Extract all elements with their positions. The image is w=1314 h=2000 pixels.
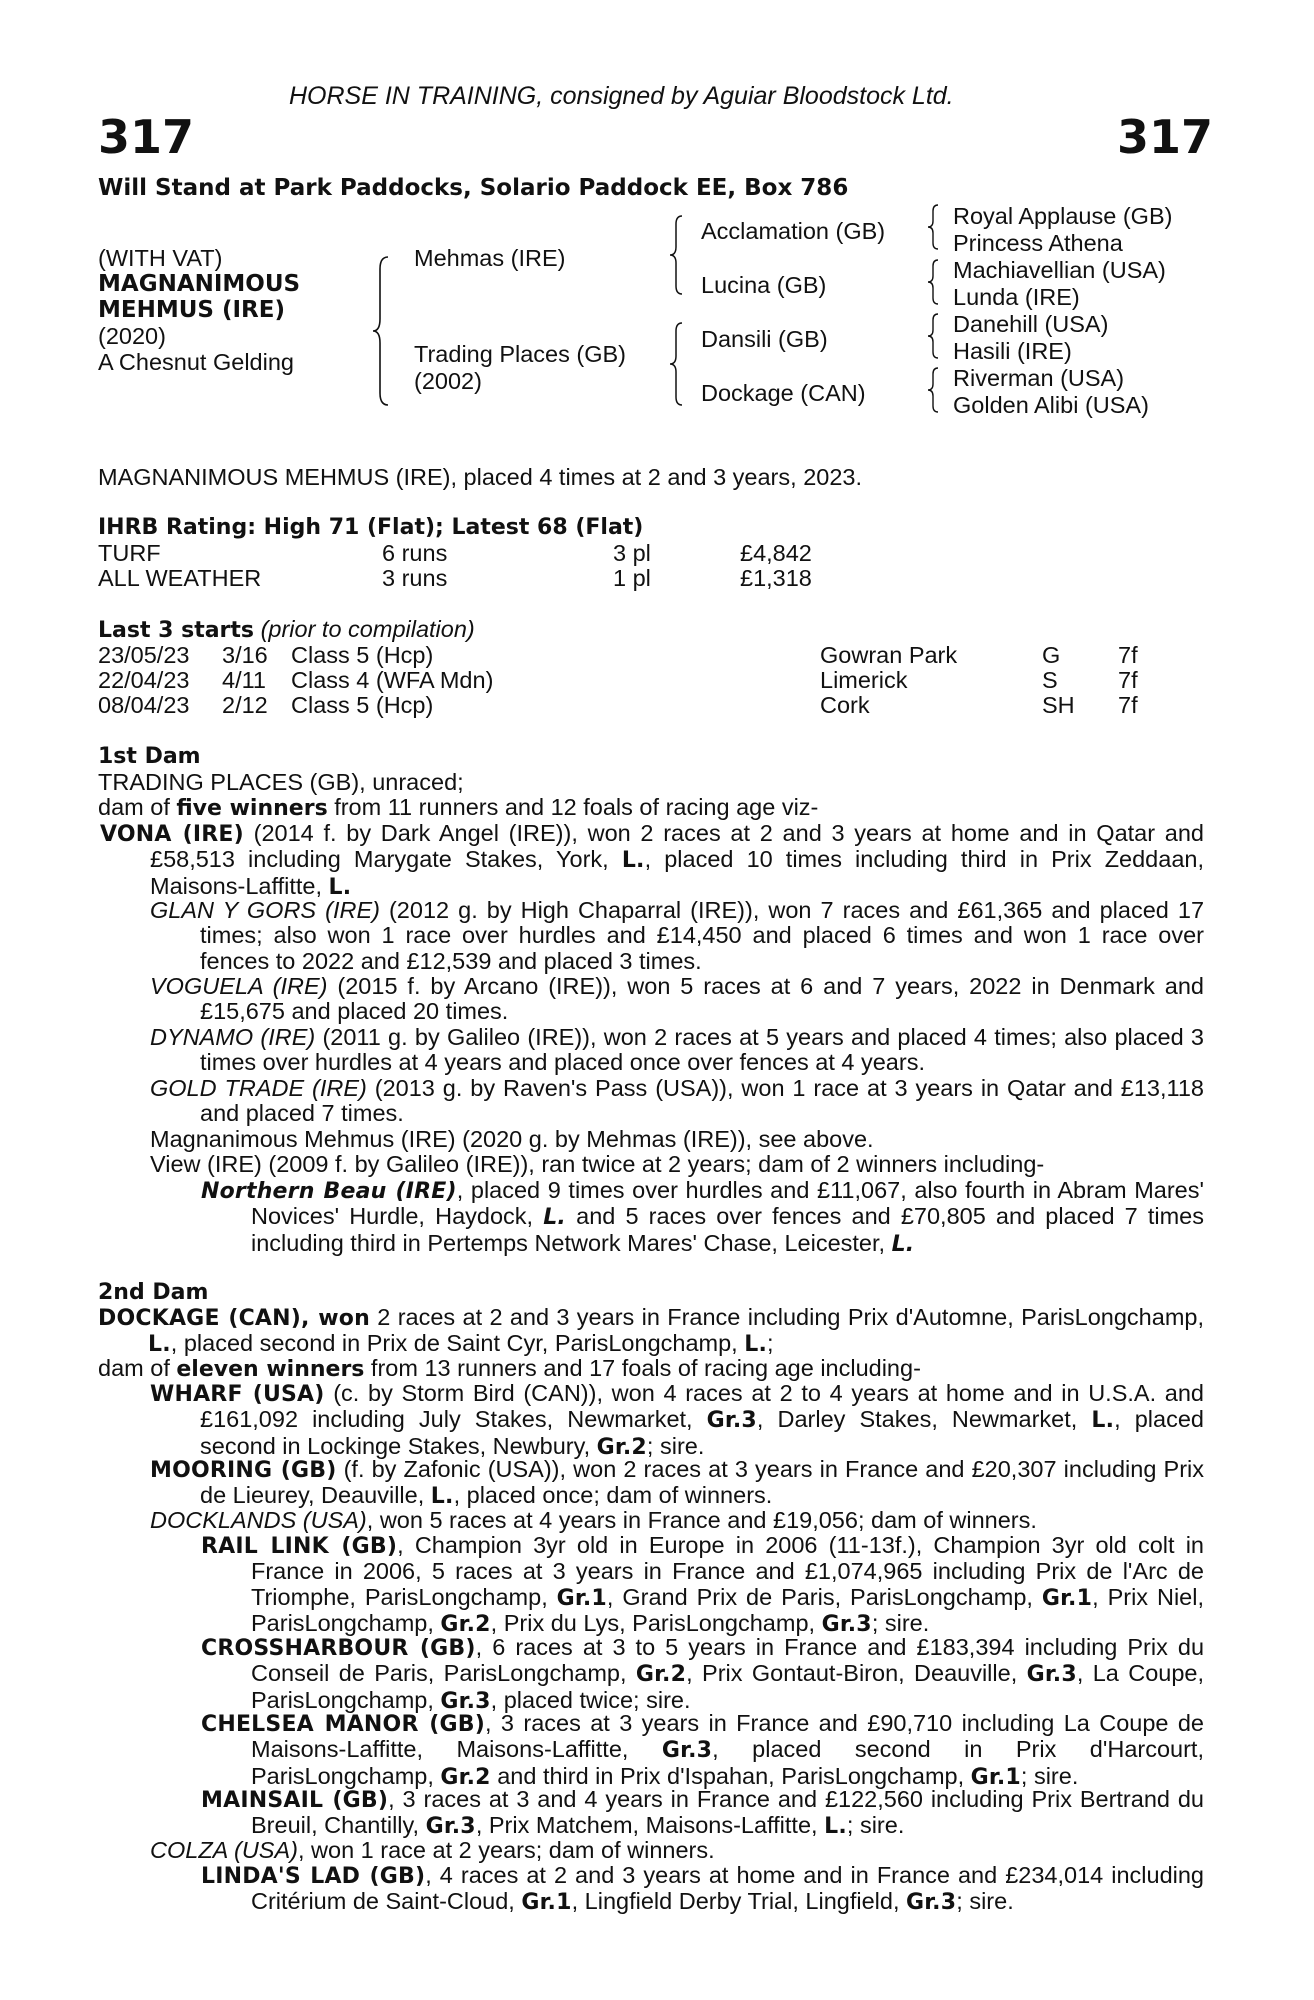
start-1-date: 22/04/23 [98,667,190,693]
mainsail-text: , 3 races at 3 and 4 years in France and £122,560 including Prix Bertrand du Breuil, Chantilly, [251,1786,1204,1839]
starts-heading [98,617,475,644]
voguela-name: VOGUELA (IRE) [150,973,328,999]
dockage-listed-2: L. [744,1332,768,1358]
start-1-dist: 7f [1118,667,1138,693]
wharf-text2: , Darley Stakes, Newmarket, [756,1406,1092,1433]
start-2-pos: 2/12 [222,692,268,718]
dockage-end: ; [767,1330,774,1357]
pedigree-brace-main [370,255,394,407]
start-0-pos: 3/16 [222,642,268,668]
chelsea-manor-text: , 3 races at 3 years in France and £90,710 including La Coupe de Maisons-Laffitte, Maisons-Laffitte, [251,1710,1204,1763]
dam1-produce-voguela [150,973,1205,1025]
wharf-gr3: Gr.3 [706,1408,757,1434]
dam1-grandproduce-northern-beau [201,1177,1205,1257]
lindas-lad-text: , 4 races at 2 and 3 years at home and in France and £234,014 including Critérium de Saint-Cloud, [251,1862,1205,1915]
pedigree-sss: Royal Applause (GB) [953,203,1173,229]
pedigree-sire: Mehmas (IRE) [414,245,566,271]
dam2-line2 [98,1356,921,1383]
chelsea-manor-gr1: Gr.1 [970,1764,1021,1790]
pedigree-brace-ds [925,312,943,360]
pedigree-dam-dam: Dockage (CAN) [701,380,866,406]
lindas-lad-gr3: Gr.3 [906,1890,957,1916]
lindas-lad-text3: ; sire. [956,1888,1014,1915]
dam1-line2-c: from 11 runners and 12 foals of racing age viz- [327,794,819,820]
northern-beau-listed-2: L. [891,1231,915,1257]
pedigree-dam: Trading Places (GB) [414,341,627,367]
lindas-lad-text2: , Lingfield Derby Trial, Lingfield, [571,1888,907,1915]
dam1-winners-count: five winners [176,796,328,821]
horse-description: A Chesnut Gelding [98,349,294,375]
rail-link-text3: , Prix Niel, ParisLongchamp, [251,1583,1204,1637]
dam2-grandproduce-lindas-lad [201,1862,1205,1916]
wharf-text: (c. by Storm Bird (CAN)), won 4 races at 2 to 4 years at home and in U.S.A. and £161,092 including July Stakes, Newmarket, [200,1380,1204,1433]
dam2-dockage [98,1304,1204,1358]
rating-turf-runs: 6 runs [382,540,448,566]
mainsail-listed: L. [824,1814,847,1840]
start-0-course: Gowran Park [820,642,958,668]
page-title: HORSE IN TRAINING, consigned by Aguiar Bloodstock Ltd. [289,82,954,110]
dam1-produce-magnanimous: Magnanimous Mehmus (IRE) (2020 g. by Mehmas (IRE)), see above. [150,1126,874,1152]
lot-number-right: 317 [1117,110,1214,164]
rail-link-gr2: Gr.2 [440,1612,491,1638]
rating-turf-placed: 3 pl [613,540,651,566]
wharf-listed: L. [1091,1408,1115,1434]
rating-turf-surface: TURF [98,540,161,566]
vona-text: (2014 f. by Dark Angel (IRE)), won 2 races at 2 and 3 years at home and in Qatar and £58,513 including Marygate Stakes, York, [150,820,1204,873]
mooring-name: MOORING (GB) [150,1458,337,1483]
horse-year: (2020) [98,323,166,349]
dockage-text2: , placed second in Prix de Saint Cyr, ParisLongchamp, [170,1330,745,1357]
vona-listed-1: L. [621,848,645,874]
pedigree-dam-sire: Dansili (GB) [701,326,828,352]
lindas-lad-name: LINDA'S LAD (GB) [201,1864,426,1889]
rating-aw-prize: £1,318 [740,565,812,591]
start-0-going: G [1042,642,1061,668]
crossharbour-gr3-a: Gr.3 [1026,1662,1077,1688]
crossharbour-text3: , La Coupe, ParisLongchamp, [251,1660,1204,1713]
dam2-produce-wharf [150,1380,1204,1460]
mooring-listed: L. [430,1484,454,1510]
dam2-grandproduce-rail-link [201,1532,1204,1638]
start-2-course: Cork [820,692,870,718]
pedigree-sire-sire: Acclamation (GB) [701,218,886,244]
crossharbour-name: CROSSHARBOUR (GB) [201,1636,476,1661]
dam2-winners-count: eleven winners [176,1357,365,1382]
rail-link-gr1-b: Gr.1 [1041,1585,1093,1611]
vat-note: (WITH VAT) [98,245,223,271]
starts-note: (prior to compilation) [260,616,475,642]
pedigree-dds: Riverman (USA) [953,365,1125,391]
crossharbour-text4: , placed twice; sire. [490,1686,691,1713]
start-0-dist: 7f [1118,642,1138,668]
pedigree-brace-ss [925,203,943,251]
stand-location: Will Stand at Park Paddocks, Solario Paddock EE, Box 786 [98,175,849,201]
rail-link-text5: ; sire. [871,1610,930,1637]
mooring-text2: , placed once; dam of winners. [453,1482,773,1509]
vona-name: VONA (IRE) [100,822,244,847]
mooring-text: (f. by Zafonic (USA)), won 2 races at 3 years in France and £20,307 including Prix de Lieurey, Deauville, [200,1456,1205,1509]
starts-title: Last 3 starts [98,618,255,643]
pedigree-brace-sd [925,258,943,306]
dynamo-name: DYNAMO (IRE) [150,1024,316,1050]
rating-title: IHRB Rating: High 71 (Flat); Latest 68 (Flat) [98,515,644,540]
pedigree-brace-sire [667,214,687,296]
crossharbour-gr2: Gr.2 [635,1662,687,1688]
wharf-name: WHARF (USA) [150,1382,325,1407]
dockage-text: 2 races at 2 and 3 years in France including Prix d'Automne, ParisLongchamp, [369,1304,1204,1330]
chelsea-manor-name: CHELSEA MANOR (GB) [201,1712,486,1737]
wharf-gr2: Gr.2 [596,1434,647,1460]
rail-link-gr3: Gr.3 [821,1612,872,1638]
northern-beau-text: , placed 9 times over hurdles and £11,067, also fourth in Abram Mares' Novices' Hurdle, Haydock, [251,1177,1204,1230]
dynamo-text: (2011 g. by Galileo (IRE)), won 2 races at 5 years and placed 4 times; also placed 3 times over hurdles at 4 years and placed once over fences at 4 years. [200,1024,1205,1076]
dam2-grandproduce-chelsea-manor [201,1710,1204,1790]
wharf-text3: , placed second in Lockinge Stakes, Newbury, [200,1406,1204,1459]
dockage-listed-1: L. [148,1332,171,1358]
dam2-grandproduce-crossharbour [201,1634,1205,1714]
dam2-line2-c: from 13 runners and 17 foals of racing age including- [364,1355,921,1381]
mainsail-text2: , Prix Matchem, Maisons-Laffitte, [475,1812,825,1839]
glan-text: (2012 g. by High Chaparral (IRE)), won 7 races and £61,365 and placed 17 times; also won 1 race over hurdles and £14,450 and placed 6 times and won 1 race over fences to 2022 and £12,539 and placed 3 times. [200,897,1205,974]
dam1-line2 [98,795,818,822]
horse-name-line2: MEHMUS (IRE) [98,297,285,323]
chelsea-manor-text4: ; sire. [1020,1762,1079,1789]
start-2-date: 08/04/23 [98,692,190,718]
dockage-won: , won [301,1306,370,1331]
vona-text2: , placed 10 times including third in Prix Zeddaan, Maisons-Laffitte, [150,846,1204,899]
pedigree-ssd: Princess Athena [953,230,1123,256]
rating-aw-placed: 1 pl [613,565,651,591]
horse-name-line1: MAGNANIMOUS [98,271,301,297]
rail-link-gr1-a: Gr.1 [556,1585,607,1611]
dam1-produce-view: View (IRE) (2009 f. by Galileo (IRE)), ran twice at 2 years; dam of 2 winners including- [150,1151,1045,1177]
mainsail-name: MAINSAIL (GB) [201,1788,389,1813]
start-0-class: Class 5 (Hcp) [291,642,434,668]
dam2-produce-colza [150,1838,715,1864]
dockage-name: DOCKAGE (CAN) [98,1306,302,1331]
crossharbour-text2: , Prix Gontaut-Biron, Deauville, [686,1660,1027,1687]
start-1-course: Limerick [820,667,908,693]
dam1-heading: 1st Dam [98,744,201,769]
dam2-grandproduce-mainsail [201,1786,1204,1840]
dam1-line2-a: dam of [98,794,177,820]
pedigree-dam-year: (2002) [414,368,482,394]
northern-beau-text2: and 5 races over fences and £70,805 and placed 7 times including third in Pertemps Network Mares' Chase, Leicester, [251,1203,1205,1256]
colza-name: COLZA (USA) [150,1837,298,1863]
pedigree-sire-dam: Lucina (GB) [701,272,827,298]
glan-name: GLAN Y GORS (IRE) [150,897,380,923]
dam2-produce-docklands [150,1508,1037,1534]
dam1-produce-dynamo [150,1024,1205,1076]
start-2-class: Class 5 (Hcp) [291,692,434,718]
mainsail-text3: ; sire. [846,1812,905,1839]
dam2-heading: 2nd Dam [98,1280,209,1305]
northern-beau-listed-1: L. [543,1205,566,1231]
pedigree-dsd: Hasili (IRE) [953,338,1072,364]
start-1-class: Class 4 (WFA Mdn) [291,667,494,693]
start-0-date: 23/05/23 [98,642,190,668]
rating-aw-runs: 3 runs [382,565,448,591]
crossharbour-text: , 6 races at 3 to 5 years in France and £183,394 including Prix du Conseil de Paris, ParisLongchamp, [251,1634,1205,1687]
dam1-produce-gold-trade [150,1075,1204,1127]
docklands-text: , won 5 races at 4 years in France and £19,056; dam of winners. [366,1507,1037,1533]
lot-number-left: 317 [98,110,195,164]
vona-listed-2: L. [328,874,352,900]
voguela-text: (2015 f. by Arcano (IRE)), won 5 races at 6 and 7 years, 2022 in Denmark and £15,675 and placed 20 times. [200,973,1205,1025]
dam1-line1: TRADING PLACES (GB), unraced; [98,769,464,795]
pedigree-sds: Machiavellian (USA) [953,257,1166,283]
start-1-pos: 4/11 [222,667,266,693]
rail-link-text2: , Grand Prix de Paris, ParisLongchamp, [606,1583,1042,1610]
lindas-lad-gr1: Gr.1 [521,1890,572,1916]
pedigree-dss: Danehill (USA) [953,311,1109,337]
chelsea-manor-text2: , placed second in Prix d'Harcourt, ParisLongchamp, [251,1736,1204,1789]
northern-beau-name: Northern Beau (IRE) [201,1179,457,1204]
rail-link-text: , Champion 3yr old in Europe in 2006 (11-13f.), Champion 3yr old colt in France in 2006, 5 races at 3 years in France and £1,074,965 including Prix de l'Arc de Triomphe, ParisLongchamp, [251,1532,1204,1610]
dam2-line2-a: dam of [98,1355,177,1381]
pedigree-ddd: Golden Alibi (USA) [953,392,1149,418]
pedigree-brace-dd [925,366,943,414]
mainsail-gr3: Gr.3 [425,1814,476,1840]
dam1-produce-vona [100,821,1204,900]
wharf-text4: ; sire. [646,1432,705,1459]
pedigree-brace-dam [667,321,687,407]
pedigree-sdd: Lunda (IRE) [953,284,1080,310]
rating-aw-surface: ALL WEATHER [98,565,262,591]
rating-turf-prize: £4,842 [740,540,812,566]
chelsea-manor-gr2: Gr.2 [440,1764,491,1790]
dam2-produce-mooring [150,1456,1205,1510]
gold-trade-text: (2013 g. by Raven's Pass (USA)), won 1 race at 3 years in Qatar and £13,118 and placed 7 times. [200,1075,1204,1127]
start-2-dist: 7f [1118,692,1138,718]
start-1-going: S [1042,667,1058,693]
race-summary: MAGNANIMOUS MEHMUS (IRE), placed 4 times at 2 and 3 years, 2023. [98,464,863,490]
colza-text: , won 1 race at 2 years; dam of winners. [297,1837,715,1863]
docklands-name: DOCKLANDS (USA) [150,1507,367,1533]
rail-link-text4: , Prix du Lys, ParisLongchamp, [490,1610,822,1637]
gold-trade-name: GOLD TRADE (IRE) [150,1075,367,1101]
crossharbour-gr3-b: Gr.3 [440,1688,491,1714]
rail-link-name: RAIL LINK (GB) [201,1534,398,1559]
start-2-going: SH [1042,692,1075,718]
chelsea-manor-text3: and third in Prix d'Ispahan, ParisLongchamp, [490,1762,971,1789]
dam1-produce-glan [150,897,1205,974]
chelsea-manor-gr3: Gr.3 [661,1738,713,1764]
